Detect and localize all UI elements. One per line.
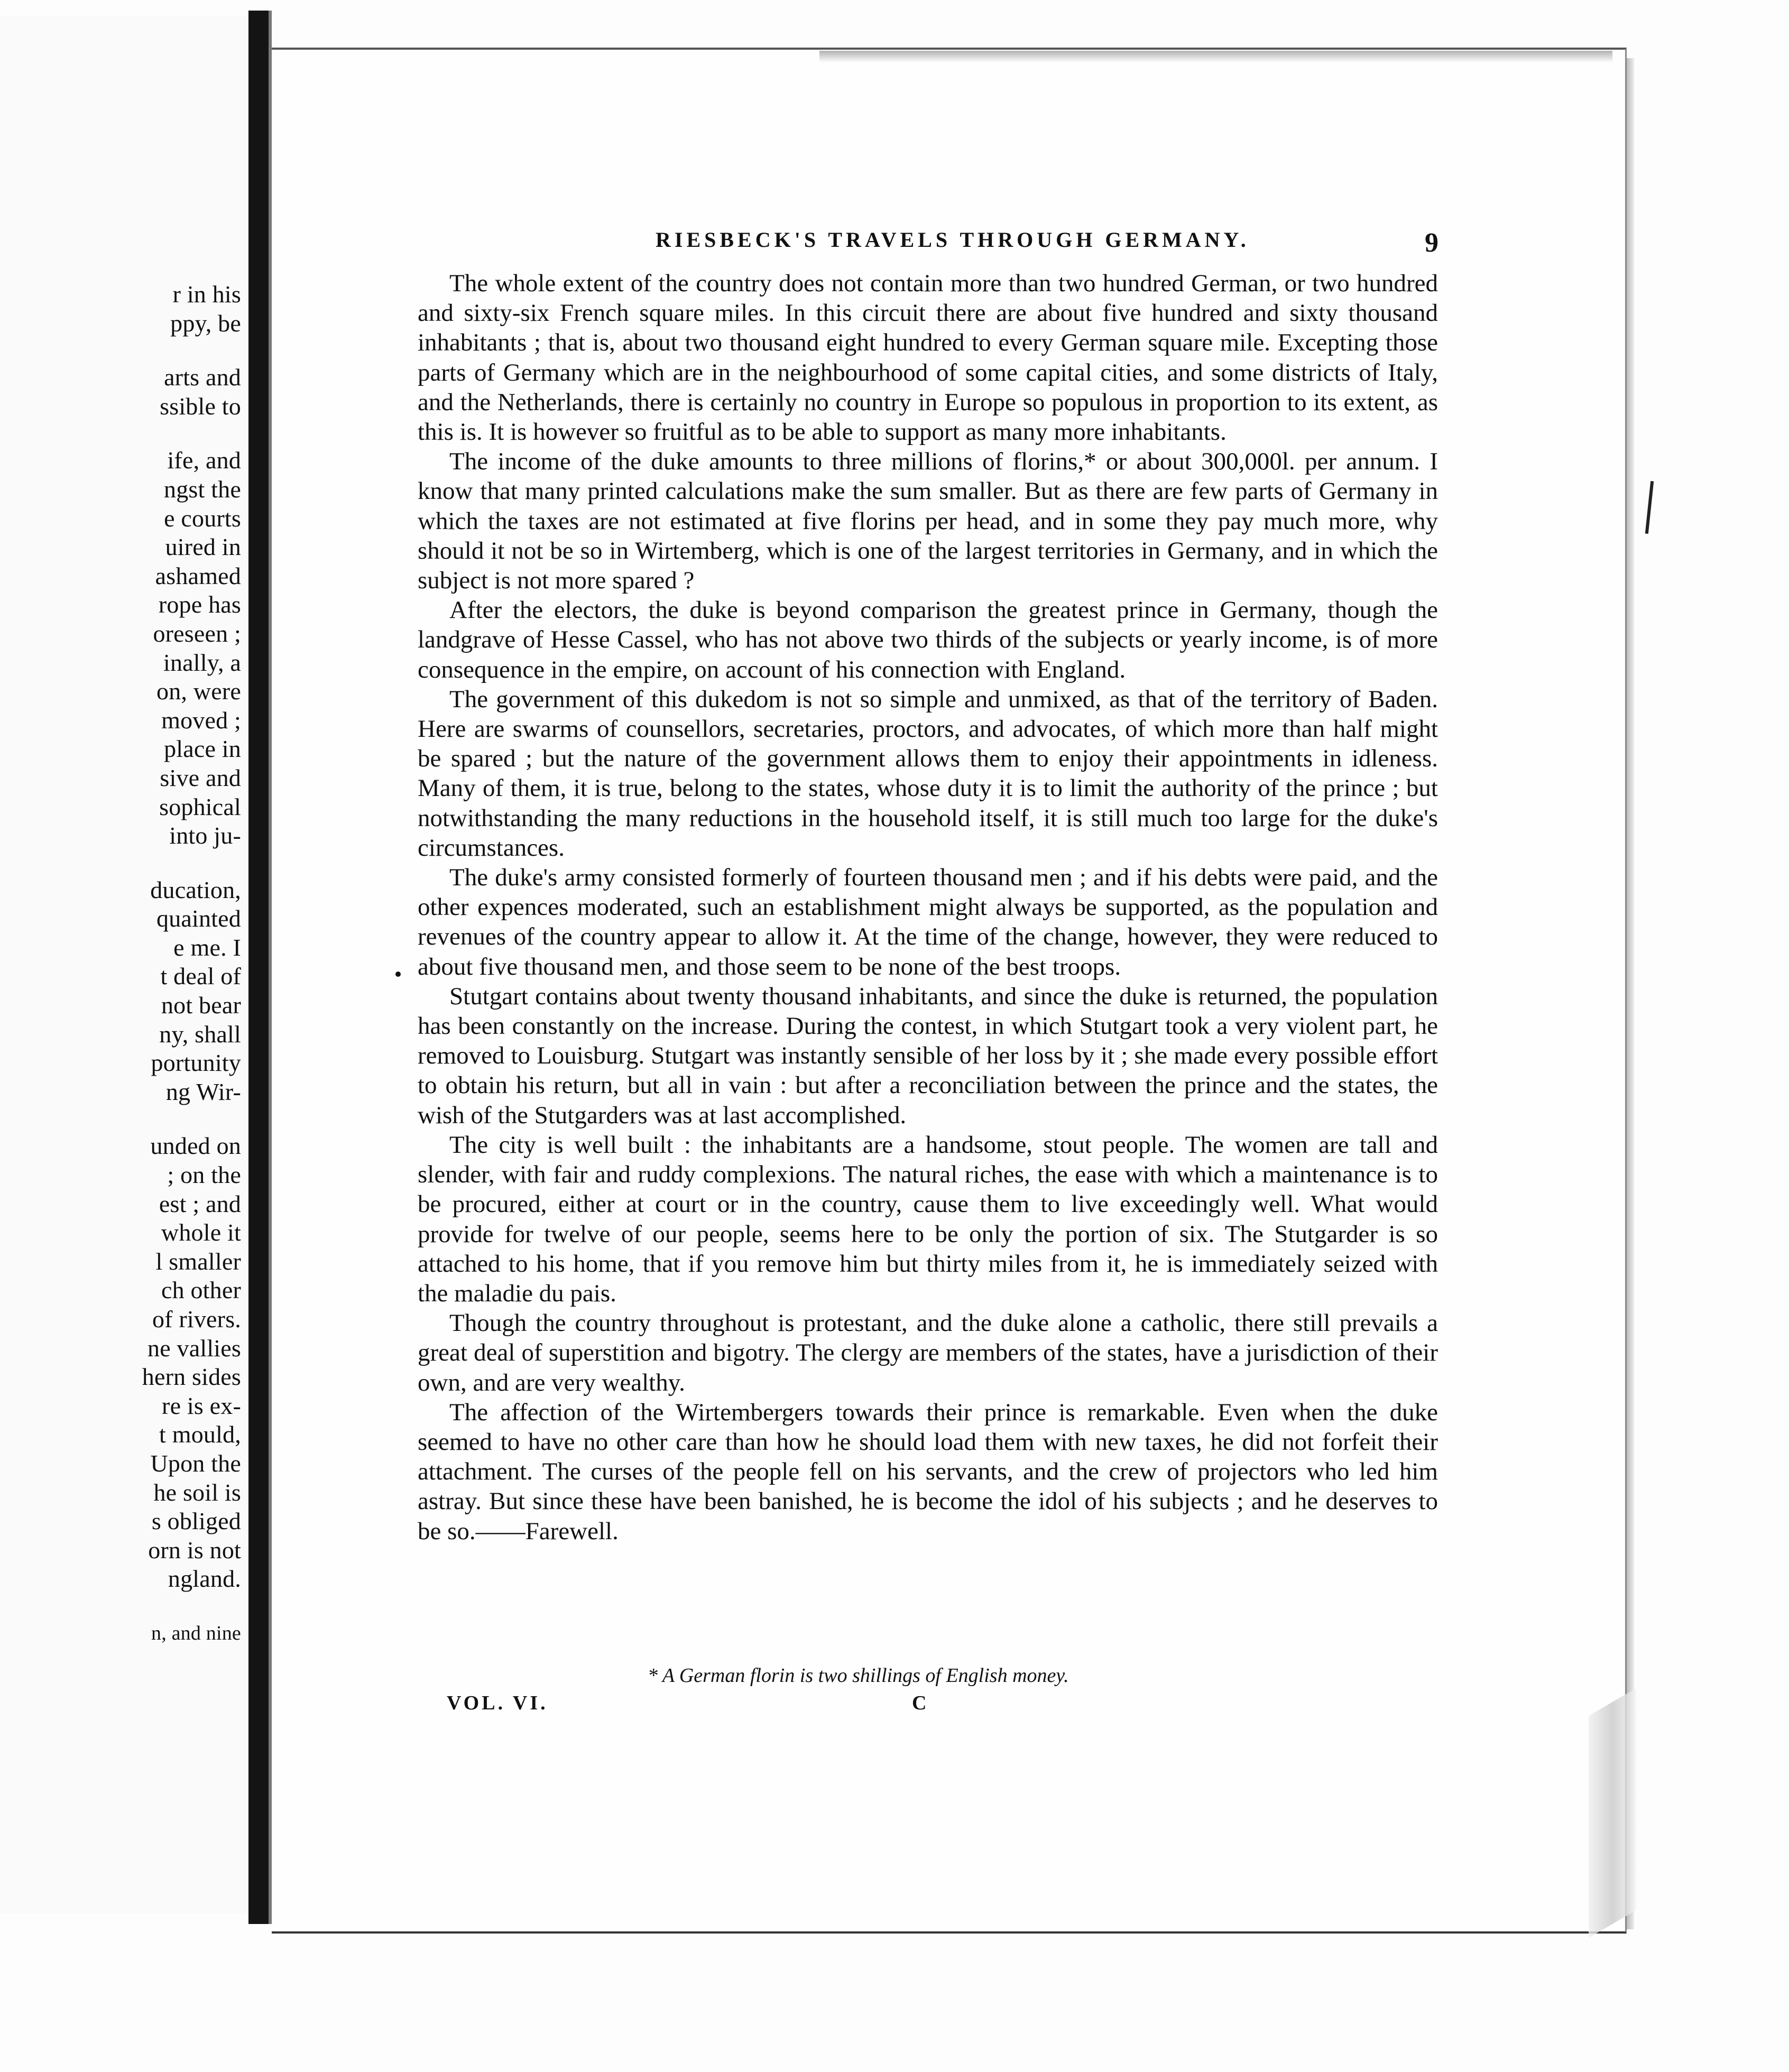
page-edge-shadow xyxy=(1627,58,1634,1929)
paragraph-income: The income of the duke amounts to three millions of florins,* or about 300,000l. per annum. I know that many printed calculations make the sum smaller. But as there are few parts of Germany in which the taxes are not estimated at five florins per head, and in some they pay much more, why should it not be so in Wirtemberg, which is one of the largest territories in Germany, and in which the subject is not more spared ? xyxy=(418,448,1438,595)
left-page-line: into ju- xyxy=(169,822,241,849)
running-head-title: RIESBECK'S TRAVELS THROUGH GERMANY. xyxy=(656,228,1250,252)
left-page-line: e me. I xyxy=(173,933,241,961)
left-page-line: ny, shall xyxy=(159,1020,241,1048)
left-page-line: sive and xyxy=(160,764,241,791)
paragraph-religion: Though the country throughout is protestant, and the duke alone a catholic, there still prevails a great deal of superstition and bigotry. The clergy are members of the states, have a jurisdiction of their own, and are very wealthy. xyxy=(418,1309,1438,1396)
left-page-line: ngland. xyxy=(168,1565,241,1593)
left-page-line xyxy=(0,1106,241,1132)
left-page-line: s obliged xyxy=(151,1507,241,1535)
left-page-line: unded on xyxy=(150,1132,241,1160)
volume-label: VOL. VI. xyxy=(447,1692,548,1714)
left-facing-page xyxy=(0,16,252,1913)
left-page-line: place in xyxy=(164,735,241,763)
left-page-line: t deal of xyxy=(160,963,241,990)
paragraph-extent: The whole extent of the country does not contain more than two hundred German, or two hundred and sixty-six French square miles. In this circuit there are about five hundred and sixty thousand inhabitants ; that is, about two thousand eight hundred to every German square mile. Excepting those parts of Germany which are in the neighbourhood of some capital cities, and some districts of Italy, and the Netherlands, there is certainly no country in Europe so populous in proportion to its extent, as this is. It is however so fruitful as to be able to support as many more inhabitants. xyxy=(418,270,1438,446)
left-page-line: quainted xyxy=(156,905,241,932)
left-page-line: not bear xyxy=(161,992,241,1019)
signature-mark: C xyxy=(912,1692,927,1714)
paragraph-army: The duke's army consisted formerly of fourteen thousand men ; and if his debts were paid, and the other expences moderated, such an establishment might always be supported, as the population and revenues of the country appear to allow it. At the time of the change, however, they were reduced to about five thousand men, and those seem to be none of the best troops. xyxy=(418,864,1438,980)
left-page-line: r in his xyxy=(172,281,241,308)
left-page-line xyxy=(0,338,241,363)
ink-dot xyxy=(395,972,401,977)
left-page-line: ch other xyxy=(161,1276,241,1304)
left-page-line: rope has xyxy=(158,591,241,618)
left-page-line: oreseen ; xyxy=(153,619,241,647)
left-page-line: he soil is xyxy=(153,1478,241,1506)
page-number: 9 xyxy=(1425,228,1438,258)
left-page-line xyxy=(0,421,241,446)
book-binding xyxy=(248,11,269,1924)
left-page-line: hern sides xyxy=(142,1363,241,1391)
paragraph-stutgart: Stutgart contains about twenty thousand inhabitants, and since the duke is returned, the population has been constantly on the increase. During the contest, in which Stutgart took a very violent part, he removed to Louisburg. Stutgart was instantly sensible of her loss by it ; she made every possible effort to obtain his return, but all in vain : but after a reconciliation between the prince and the states, the wish of the Stutgarders was at last accomplished. xyxy=(418,982,1438,1129)
left-page-line: ife, and xyxy=(167,447,241,474)
left-page-text-column xyxy=(0,280,241,1648)
left-page-line: of rivers. xyxy=(152,1306,241,1333)
page-top-shadow xyxy=(819,51,1612,62)
footnote: * A German florin is two shillings of English money. xyxy=(648,1664,1069,1687)
left-page-line: t mould, xyxy=(159,1421,241,1448)
left-page-line: on, were xyxy=(156,678,241,705)
left-page-line: e courts xyxy=(164,504,241,532)
left-page-line: ashamed xyxy=(155,562,241,589)
left-page-footnote-fragment: n, and nine xyxy=(151,1622,241,1644)
left-page-line: Upon the xyxy=(150,1449,241,1477)
left-page-line: portunity xyxy=(151,1049,241,1077)
left-page-line: ssible to xyxy=(160,392,241,420)
left-page-line: uired in xyxy=(165,533,241,561)
left-page-line: inally, a xyxy=(163,649,241,676)
left-page-line: est ; and xyxy=(159,1190,241,1217)
left-page-line: whole it xyxy=(161,1219,241,1246)
left-page-line: l smaller xyxy=(155,1247,241,1275)
left-page-line: re is ex- xyxy=(162,1392,241,1419)
page-corner-curl xyxy=(1589,1688,1636,1938)
paragraph-electors: After the electors, the duke is beyond comparison the greatest prince in Germany, though the landgrave of Hesse Cassel, who has not above two thirds of the subjects or yearly income, is of more consequence in the empire, on account of his connection with England. xyxy=(418,596,1438,683)
left-page-line: ; on the xyxy=(167,1161,241,1189)
paragraph-city: The city is well built : the inhabitants are a handsome, stout people. The women are tall and slender, with fair and ruddy complexions. The natural riches, the ease with which a maintenance is to be procured, either at court or in the country, cause them to live exceedingly well. What would provide for twelve of our people, seems here to be only the portion of six. The Stutgarder is so attached to his home, that if you remove him but thirty miles from it, he is immediately seized with the maladie du pais. xyxy=(418,1131,1438,1307)
paragraph-government: The government of this dukedom is not so simple and unmixed, as that of the territory of Baden. Here are swarms of counsellors, secretaries, proctors, and advocates, of which more than half might be spared ; but the nature of the government allows them to enjoy their appointments in idleness. Many of them, it is true, belong to the states, whose duty it is to limit the authority of the prince ; but notwithstanding the many reductions in the household itself, it is still much too large for the duke's circumstances. xyxy=(418,685,1438,862)
body-text xyxy=(418,269,1438,1546)
left-page-line xyxy=(0,1594,241,1619)
left-page-line: ng Wir- xyxy=(165,1078,241,1105)
left-page-line: orn is not xyxy=(148,1536,241,1564)
left-page-line: ngst the xyxy=(164,475,241,503)
paragraph-affection: The affection of the Wirtembergers towards their prince is remarkable. Even when the duke seemed to have no other care than how he should load them with new taxes, he did not forfeit their attachment. The curses of the people fell on his servants, and the crew of projectors who led him astray. But since these have been banished, he is become the idol of his subjects ; and he deserves to be so.——Farewell. xyxy=(418,1398,1438,1545)
left-page-line: ne vallies xyxy=(147,1334,241,1362)
left-page-line: moved ; xyxy=(161,706,241,734)
left-page-line: ducation, xyxy=(150,876,241,903)
signature-line xyxy=(447,1691,1451,1723)
running-head xyxy=(656,227,1512,259)
left-page-line: sophical xyxy=(159,793,241,820)
left-page-line: ppy, be xyxy=(170,309,241,337)
left-page-line: arts and xyxy=(164,364,241,391)
left-page-line xyxy=(0,850,241,876)
